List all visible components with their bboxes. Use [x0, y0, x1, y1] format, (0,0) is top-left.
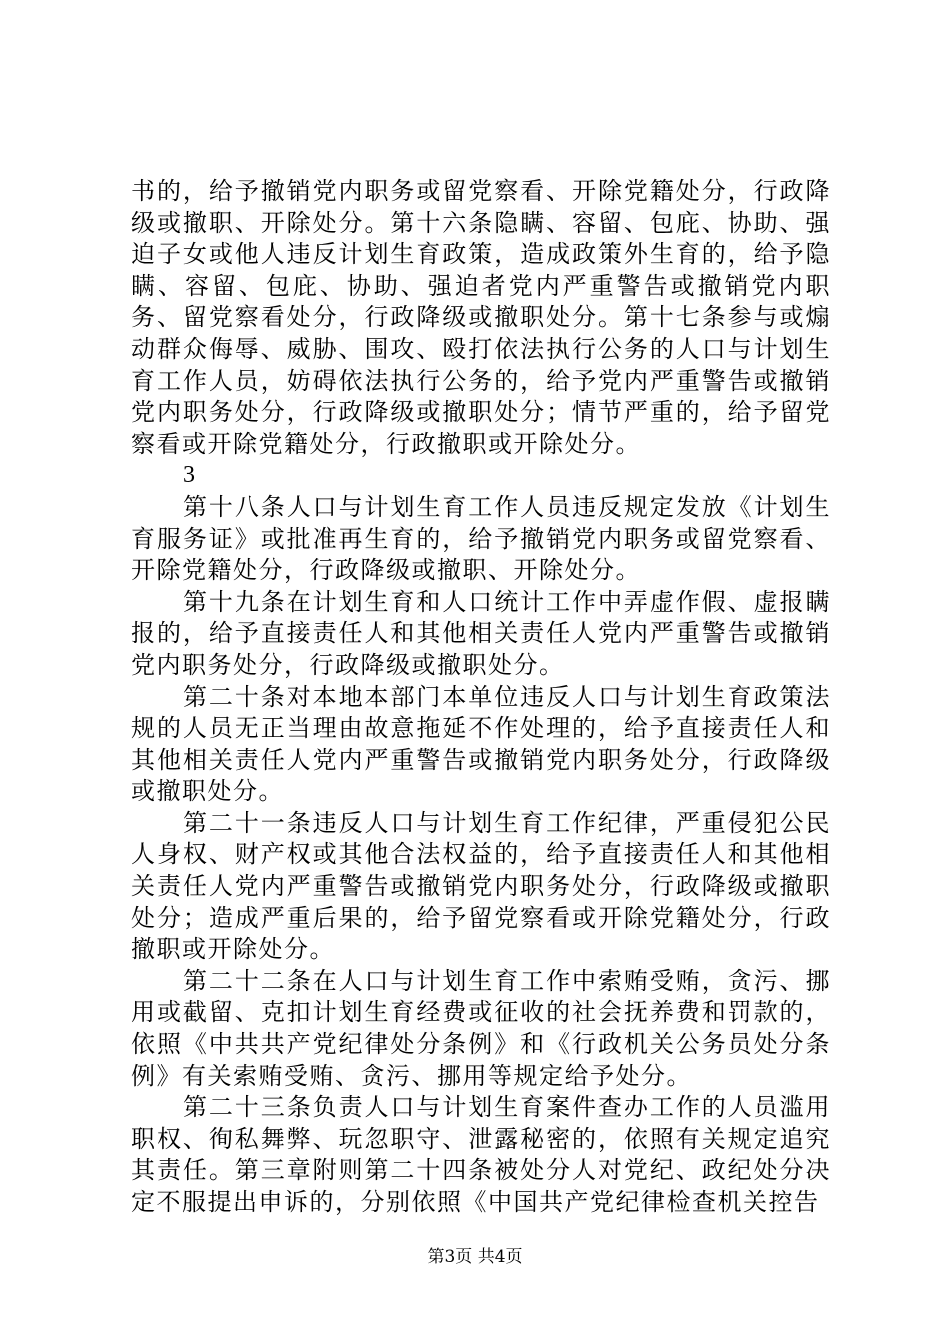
paragraph-continuation: 书的，给予撤销党内职务或留党察看、开除党籍处分，行政降级或撤职、开除处分。第十六条隐瞒、容留、包庇、协助、强迫子女或他人违反计划生育政策，造成政策外生育的，给予隐瞒、容留、包庇、协助、强迫者党内严重警告或撤销党内职务、留党察看处分，行政降级或撤职处分。第十七条参与或煽动群众侮辱、威胁、围攻、殴打依法执行公务的人口与计划生育工作人员，妨碍依法执行公务的，给予党内严重警告或撤销党内职务处分，行政降级或撤职处分；情节严重的，给予留党察看或开除党籍处分，行政撤职或开除处分。: [131, 177, 831, 458]
document-body: [131, 176, 831, 1219]
page-marker: 3: [183, 462, 195, 489]
paragraph-article-20: 第二十条对本地本部门本单位违反人口与计划生育政策法规的人员无正当理由故意拖延不作处理的，给予直接责任人和其他相关责任人党内严重警告或撤销党内职务处分，行政降级或撤职处分。: [131, 682, 831, 806]
paragraph-article-22: 第二十二条在人口与计划生育工作中索贿受贿，贪污、挪用或截留、克扣计划生育经费或征收的社会抚养费和罚款的，依照《中共共产党纪律处分条例》和《行政机关公务员处分条例》有关索贿受贿、贪污、挪用等规定给予处分。: [131, 966, 831, 1090]
paragraph-article-23: 第二十三条负责人口与计划生育案件查办工作的人员滥用职权、徇私舞弊、玩忽职守、泄露秘密的，依照有关规定追究其责任。第三章附则第二十四条被处分人对党纪、政纪处分决定不服提出申诉的，分别依照《中国共产党纪律检查机关控告: [131, 1093, 831, 1216]
paragraph-article-19: 第十九条在计划生育和人口统计工作中弄虚作假、虚报瞒报的，给予直接责任人和其他相关责任人党内严重警告或撤销党内职务处分，行政降级或撤职处分。: [131, 587, 831, 679]
paragraph-article-18: 第十八条人口与计划生育工作人员违反规定发放《计划生育服务证》或批准再生育的，给予撤销党内职务或留党察看、开除党籍处分，行政降级或撤职、开除处分。: [131, 492, 831, 585]
page-footer: 第3页 共4页: [427, 1247, 523, 1267]
paragraph-article-21: 第二十一条违反人口与计划生育工作纪律，严重侵犯公民人身权、财产权或其他合法权益的，给予直接责任人和其他相关责任人党内严重警告或撤销党内职务处分，行政降级或撤职处分；造成严重后果的，给予留党察看或开除党籍处分，行政撤职或开除处分。: [131, 808, 831, 964]
